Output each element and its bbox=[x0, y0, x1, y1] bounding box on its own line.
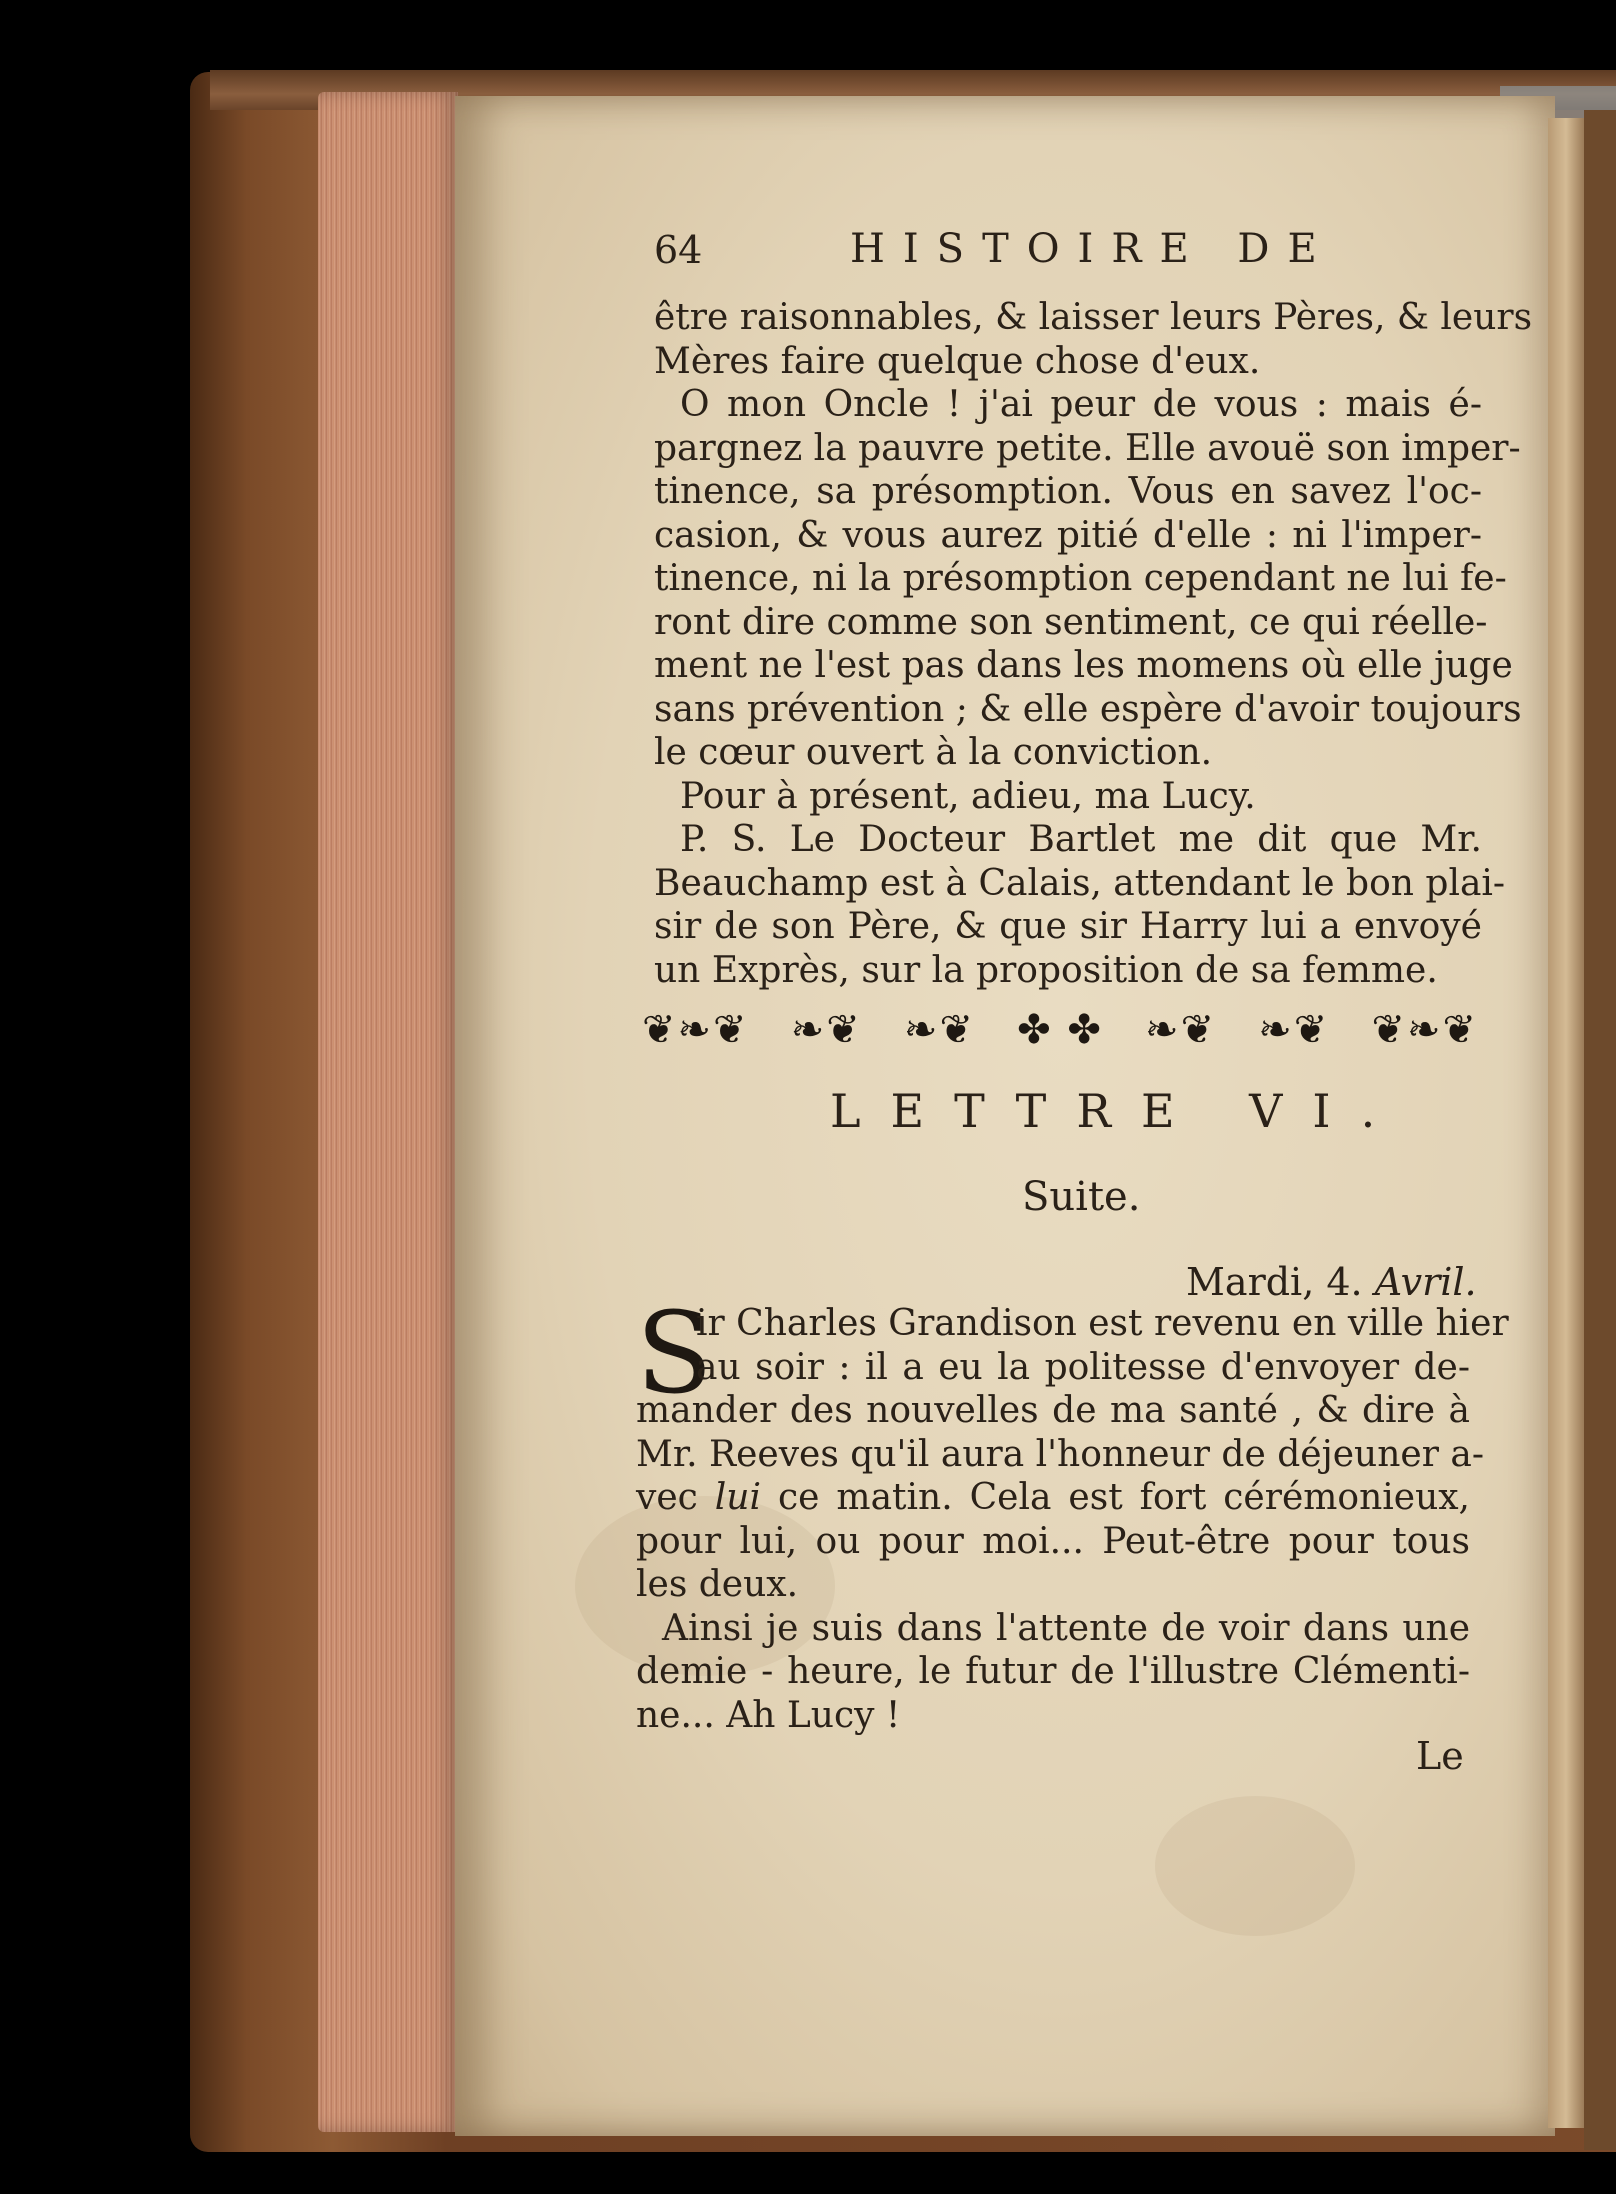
text-line: le cœur ouvert à la conviction. bbox=[654, 732, 1213, 773]
text-line bbox=[636, 1476, 1470, 1520]
text-fragment: ce matin. Cela est fort cérémonieux, bbox=[778, 1477, 1470, 1518]
ornament-glyph: ❦❧❦ bbox=[1371, 1007, 1478, 1053]
text-line: Ainsi je suis dans l'attente de voir dans une bbox=[662, 1607, 1470, 1649]
drop-cap: S bbox=[636, 1289, 713, 1419]
text-line: mander des nouvelles de ma santé , & dire à bbox=[636, 1390, 1470, 1431]
ornament-band bbox=[642, 1006, 1478, 1054]
letter-subtitle: Suite. bbox=[1022, 1174, 1141, 1220]
text-line: ne... Ah Lucy ! bbox=[636, 1694, 901, 1736]
text-line: ront dire comme son sentiment, ce qui réelle- bbox=[654, 601, 1488, 643]
text-line: Beauchamp est à Calais, attendant le bon plai- bbox=[654, 862, 1506, 904]
text-line: tinence, sa présomption. Vous en savez l'oc- bbox=[654, 471, 1482, 512]
text-line: pargnez la pauvre petite. Elle avouë son imper- bbox=[654, 427, 1521, 469]
letter-date bbox=[1186, 1260, 1477, 1304]
catchword: Le bbox=[1416, 1734, 1464, 1778]
text-line: sans prévention ; & elle espère d'avoir toujours bbox=[654, 688, 1522, 730]
text-line: être raisonnables, & laisser leurs Pères, & leurs bbox=[654, 297, 1533, 338]
text-line: Mères faire quelque chose d'eux. bbox=[654, 340, 1261, 382]
text-fragment: vec bbox=[636, 1477, 698, 1518]
text-line: ir Charles Grandison est revenu en ville hier bbox=[696, 1303, 1509, 1344]
text-line: O mon Oncle ! j'ai peur de vous : mais é- bbox=[680, 384, 1482, 425]
text-line: les deux. bbox=[636, 1564, 799, 1605]
text-line: P. S. Le Docteur Bartlet me dit que Mr. bbox=[680, 819, 1482, 860]
adjacent-page-edge bbox=[1548, 118, 1584, 2128]
italic-word: lui bbox=[714, 1477, 762, 1518]
ornament-glyph: ❧❦ bbox=[1258, 1007, 1330, 1053]
letter-heading: LETTRE VI. bbox=[830, 1084, 1406, 1138]
text-line: demie - heure, le futur de l'illustre Clémenti- bbox=[636, 1651, 1470, 1692]
letter-continuation bbox=[654, 296, 1533, 992]
date-prefix: Mardi, 4. bbox=[1186, 1260, 1363, 1304]
letter-body bbox=[636, 1389, 1484, 1737]
date-month: Avril. bbox=[1374, 1260, 1477, 1304]
ornament-glyph: ❧❦ bbox=[1145, 1007, 1217, 1053]
ornament-glyph: ❦❧❦ bbox=[642, 1007, 749, 1053]
text-line: au soir : il a eu la politesse d'envoyer de- bbox=[696, 1346, 1470, 1388]
ornament-glyph: ❧❦ bbox=[903, 1007, 975, 1053]
text-line: tinence, ni la présomption cependant ne lui fe- bbox=[654, 558, 1507, 599]
text-line: casion, & vous aurez pitié d'elle : ni l'imper- bbox=[654, 514, 1482, 556]
running-title: HISTOIRE DE bbox=[850, 226, 1335, 272]
page-number: 64 bbox=[654, 228, 703, 272]
page-stain bbox=[1155, 1796, 1355, 1936]
page-block-edges bbox=[318, 92, 458, 2132]
text-line: sir de son Père, & que sir Harry lui a envoyé bbox=[654, 906, 1482, 947]
ornament-glyph: ❧❦ bbox=[790, 1007, 862, 1053]
cover-right-strip bbox=[1584, 110, 1616, 2150]
text-line: Pour à présent, adieu, ma Lucy. bbox=[680, 775, 1256, 817]
text-line: pour lui, ou pour moi... Peut-être pour tous bbox=[636, 1520, 1470, 1562]
text-line: Mr. Reeves qu'il aura l'honneur de déjeuner a- bbox=[636, 1433, 1484, 1475]
letter-opening bbox=[696, 1302, 1509, 1389]
ornament-glyph: ✤ ✤ bbox=[1017, 1007, 1103, 1053]
text-line: un Exprès, sur la proposition de sa femme. bbox=[654, 949, 1438, 991]
text-line: ment ne l'est pas dans les momens où elle juge bbox=[654, 645, 1513, 686]
